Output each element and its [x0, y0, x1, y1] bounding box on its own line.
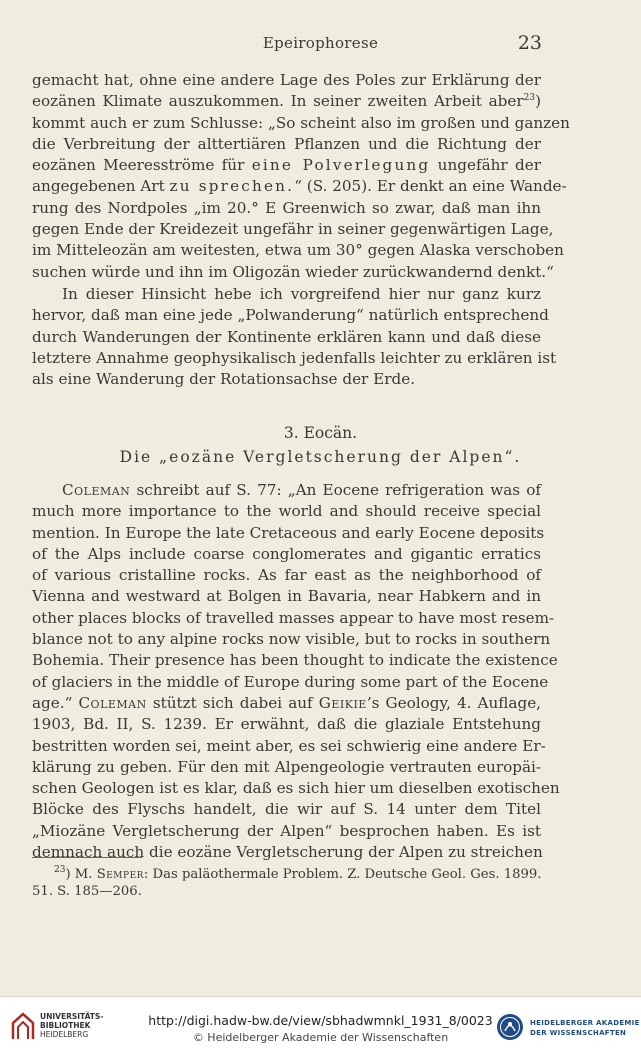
text-line: mention. In Europe the late Cretaceous and early Eocene deposits — [32, 523, 545, 542]
paragraph-2 — [32, 284, 557, 390]
permalink-url[interactable]: http://digi.hadw-bw.de/view/sbhadwmnkl_1931_8/0023 — [148, 1013, 493, 1028]
text-line: letztere Annahme geophysikalisch jedenfalls leichter zu erklären ist — [32, 348, 557, 367]
text-line: kommt auch er zum Schlusse: „So scheint also im großen und ganzen — [32, 113, 570, 132]
text-line: im Mitteleozän am weitesten, etwa um 30° gegen Alaska verschoben — [32, 241, 564, 260]
text-line: gegen Ende der Kreidezeit ungefähr in seiner gegenwärtigen Lage, — [32, 220, 554, 239]
text-line: blance not to any alpine rocks now visible, but to rocks in southern — [32, 630, 551, 649]
text-line: much more importance to the world and should receive special — [32, 502, 541, 521]
text-line: klärung zu geben. Für den mit Alpengeologie vertrauten europäi- — [32, 757, 541, 776]
text-line: Vienna and westward at Bolgen in Bavaria, near Habkern and in — [32, 587, 541, 606]
text-line: Bohemia. Their presence has been thought to indicate the existence — [32, 651, 558, 670]
university-library-name: UNIVERSITÄTS- BIBLIOTHEK HEIDELBERG — [40, 1012, 104, 1039]
text-line: 1903, Bd. II, S. 1239. Er erwähnt, daß die glaziale Entstehung — [32, 715, 541, 734]
text-line: die Verbreitung der alttertiären Pflanzen und die Richtung der — [32, 134, 541, 153]
spaced-emphasis: eine Polverlegung — [251, 156, 431, 175]
text-line: „Miozäne Vergletscherung der Alpen“ besprochen haben. Es ist — [32, 821, 541, 840]
text-line: age.“ Coleman stützt sich dabei auf Geikie’s Geology, 4. Auflage, — [32, 693, 542, 712]
viewer-footer — [0, 996, 641, 1053]
text-line: eozänen Klimate auszukommen. In seiner zweiten Arbeit aber$^{23}$) — [32, 92, 541, 111]
footnote-ref: 23 — [523, 93, 536, 104]
text-line: rung des Nordpoles „im 20.° E Greenwich so zwar, daß man ihn — [32, 198, 541, 217]
text-line: of glaciers in the middle of Europe during some part of the Eocene — [32, 672, 549, 691]
text-line: als eine Wanderung der Rotationsachse der Erde. — [32, 370, 416, 389]
running-header: Epeirophorese — [262, 34, 379, 52]
footnote-number: 23 — [54, 865, 66, 875]
text-line: durch Wanderungen der Kontinente erklären kann und daß diese — [32, 327, 541, 346]
copyright-notice: © Heidelberger Akademie der Wissenschaften — [192, 1031, 449, 1044]
text-line: angegebenen Art zu sprechen.“ (S. 205). Er denkt an eine Wande- — [32, 177, 567, 196]
academy-name: HEIDELBERGER AKADEMIE DER WISSENSCHAFTEN — [530, 1019, 640, 1037]
text-line: of the Alps include coarse conglomerates and gigantic erratics — [32, 544, 541, 563]
footnote-line: $^{23}$) M. Semper: Das paläothermale Problem. Z. Deutsche Geol. Ges. 1899. — [54, 865, 542, 882]
text-line: suchen würde und ihn im Oligozän wieder zurückwandernd denkt.“ — [32, 262, 554, 281]
footnote-divider — [32, 857, 142, 858]
section-subtitle: Die „eozäne Vergletscherung der Alpen“. — [119, 448, 522, 466]
footnote — [32, 866, 541, 900]
text-line: eozänen Meeresströme für eine Polverlegung ungefähr der — [32, 156, 541, 175]
text-line: demnach auch die eozäne Vergletscherung der Alpen zu streichen — [32, 843, 543, 862]
text-line: gemacht hat, ohne eine andere Lage des Poles zur Erklärung der — [32, 71, 541, 89]
author-name: Geikie — [318, 693, 367, 712]
text-line: bestritten worden sei, meint aber, es sei schwierig eine andere Er- — [32, 736, 546, 755]
text-line: other places blocks of travelled masses appear to have most resem- — [32, 608, 555, 627]
text-line: Coleman schreibt auf S. 77: „An Eocene refrigeration was of — [62, 481, 541, 499]
page-number: 23 — [517, 32, 542, 54]
spaced-emphasis: zu sprechen. — [169, 177, 295, 196]
footnote-line: 51. S. 185—206. — [32, 884, 142, 899]
author-name: Coleman — [62, 481, 131, 499]
academy-seal-icon — [496, 1013, 524, 1041]
text-line: of various cristalline rocks. As far east as the neighborhood of — [32, 566, 541, 585]
text-line: schen Geologen ist es klar, daß es sich hier um dieselben exotischen — [32, 779, 560, 798]
paragraph-1 — [32, 70, 570, 283]
text-line: hervor, daß man eine jede „Polwanderung“ natürlich entsprechend — [32, 306, 549, 325]
paragraph-3 — [32, 480, 560, 863]
author-name: Semper — [96, 867, 144, 882]
section-heading: 3. Eocän. — [283, 424, 358, 442]
text-line: In dieser Hinsicht hebe ich vorgreifend hier nur ganz kurz — [62, 285, 541, 303]
author-name: Coleman — [78, 693, 147, 712]
text-line: Blöcke des Flyschs handelt, die wir auf S. 14 unter dem Titel — [32, 800, 541, 819]
